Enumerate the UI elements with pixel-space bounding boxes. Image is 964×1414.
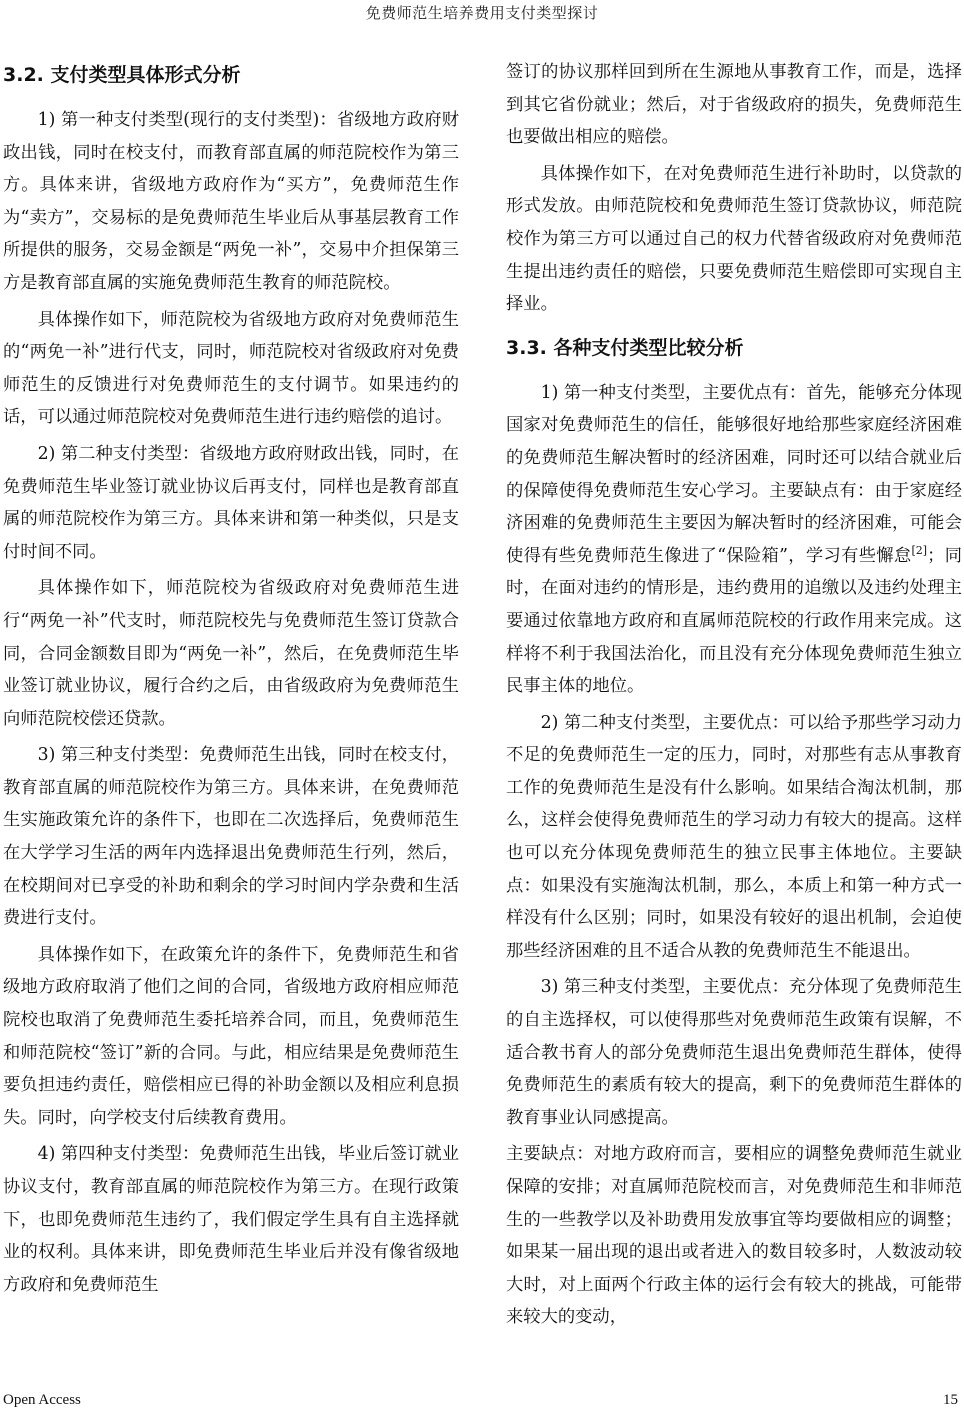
paragraph-type-1: 1) 第一种支付类型(现行的支付类型)：省级地方政府财政出钱，同时在校支付，而教育部直属的师范院校作为第三方。具体来讲，省级地方政府作为“买方”，免费师范生作为“卖方”，交易标的是免费师范生毕业后从事基层教育工作所提供的服务，交易金额是“两免一补”，交易中介担保第三方是教育部直属的实施免费师范生教育的师范院校。 bbox=[3, 110, 459, 293]
paragraph-type-3-operation: 具体操作如下，在政策允许的条件下，免费师范生和省级地方政府取消了他们之间的合同，省级地方政府相应师范院校也取消了免费师范生委托培养合同，而且，免费师范生和师范院校“签订”新的合同。与此，相应结果是免费师范生要负担违约责任，赔偿相应已得的补助金额以及相应利息损失。同时，向学校支付后续教育费用。 bbox=[3, 944, 459, 1128]
section-heading-3-3: 3.3. 各种支付类型比较分析 bbox=[506, 336, 744, 359]
citation-2[interactable]: [2] bbox=[911, 543, 928, 557]
left-column bbox=[3, 56, 459, 1386]
running-title: 免费师范生培养费用支付类型探讨 bbox=[365, 4, 599, 22]
paragraph-compare-type-1 bbox=[506, 377, 962, 703]
paragraph-compare-type-3: 3) 第三种支付类型，主要优点：充分体现了免费师范生的自主选择权，可以使得那些对免费师范生政策有误解，不适合教书育人的部分免费师范生退出免费师范生群体，使得免费师范生的素质有较大的提高，剩下的免费师范生群体的教育事业认同感提高。 bbox=[506, 977, 962, 1128]
paragraph-type-2: 2) 第二种支付类型：省级地方政府财政出钱，同时，在免费师范生毕业签订就业协议后再支付，同样也是教育部直属的师范院校作为第三方。具体来讲和第一种类似，只是支付时间不同。 bbox=[3, 443, 459, 562]
section-heading-3-2: 3.2. 支付类型具体形式分析 bbox=[3, 64, 241, 86]
paragraph-type-4-continued: 签订的协议那样回到所在生源地从事教育工作，而是，选择到其它省份就业；然后，对于省级政府的损失，免费师范生也要做出相应的赔偿。 bbox=[506, 62, 962, 148]
paragraph-compare-type-1-a: 1) 第一种支付类型，主要优点有：首先，能够充分体现国家对免费师范生的信任，能够很好地给那些家庭经济困难的免费师范生解决暂时的经济困难，同时还可以结合就业后的保障使得免费师范生安心学习。主要缺点有：由于家庭经济困难的免费师范生主要因为解决暂时的经济困难，可能会使得有些免费师范生像进了“保险箱”，学习有些懈怠 bbox=[506, 382, 962, 566]
paragraph-type-2-operation: 具体操作如下，师范院校为省级政府对免费师范生进行“两免一补”代支时，师范院校先与免费师范生签订贷款合同，合同金额数目即为“两免一补”，然后，在免费师范生毕业签订就业协议，履行合约之后，由省级政府为免费师范生向师范院校偿还贷款。 bbox=[3, 578, 459, 729]
paragraph-type-4-operation: 具体操作如下，在对免费师范生进行补助时，以贷款的形式发放。由师范院校和免费师范生签订贷款协议，师范院校作为第三方可以通过自己的权力代替省级政府对免费师范生提出违约责任的赔偿，只要免费师范生赔偿即可实现自主择业。 bbox=[506, 163, 962, 315]
paragraph-type-3: 3) 第三种支付类型：免费师范生出钱，同时在校支付，教育部直属的师范院校作为第三方。具体来讲，在免费师范生实施政策允许的条件下，也即在二次选择后，免费师范生在大学学习生活的两年内选择退出免费师范生行列，然后，在校期间对已享受的补助和剩余的学习时间内学杂费和生活费进行支付。 bbox=[3, 745, 459, 929]
paragraph-compare-type-1-b: ；同时，在面对违约的情形是，违约费用的追缴以及违约处理主要通过依靠地方政府和直属师范院校的行政作用来完成。这样将不利于我国法治化，而且没有充分体现免费师范生独立民事主体的地位。 bbox=[506, 545, 962, 697]
footer-journal: Open Access bbox=[3, 1392, 81, 1408]
paragraph-type-4: 4) 第四种支付类型：免费师范生出钱，毕业后签订就业协议支付，教育部直属的师范院校作为第三方。在现行政策下，也即免费师范生违约了，我们假定学生具有自主选择就业的权利。具体来讲，即免费师范生毕业后并没有像省级地方政府和免费师范生 bbox=[3, 1144, 459, 1295]
footer-page-number: 15 bbox=[943, 1392, 958, 1408]
right-column bbox=[506, 56, 962, 1386]
paragraph-type-1-operation: 具体操作如下，师范院校为省级地方政府对免费师范生的“两免一补”进行代支，同时，师范院校对省级政府对免费师范生的反馈进行对免费师范生的支付调节。如果违约的话，可以通过师范院校对免费师范生进行违约赔偿的追讨。 bbox=[3, 309, 459, 428]
paragraph-compare-type-2: 2) 第二种支付类型，主要优点：可以给予那些学习动力不足的免费师范生一定的压力，同时，对那些有志从事教育工作的免费师范生是没有什么影响。如果结合淘汰机制，那么，这样会使得免费师范生的学习动力有较大的提高。这样也可以充分体现免费师范生的独立民事主体地位。主要缺点：如果没有实施淘汰机制，那么，本质上和第一种方式一样没有什么区别；同时，如果没有较好的退出机制，会迫使那些经济困难的且不适合从教的免费师范生不能退出。 bbox=[506, 712, 962, 961]
paragraph-compare-type-3-cons: 主要缺点：对地方政府而言，要相应的调整免费师范生就业保障的安排；对直属师范院校而言，对免费师范生和非师范生的一些教学以及补助费用发放事宜等均要做相应的调整；如果某一届出现的退出或者进入的数目较多时，人数波动较大时，对上面两个行政主体的运行会有较大的挑战，可能带来较大的变动， bbox=[506, 1144, 962, 1328]
